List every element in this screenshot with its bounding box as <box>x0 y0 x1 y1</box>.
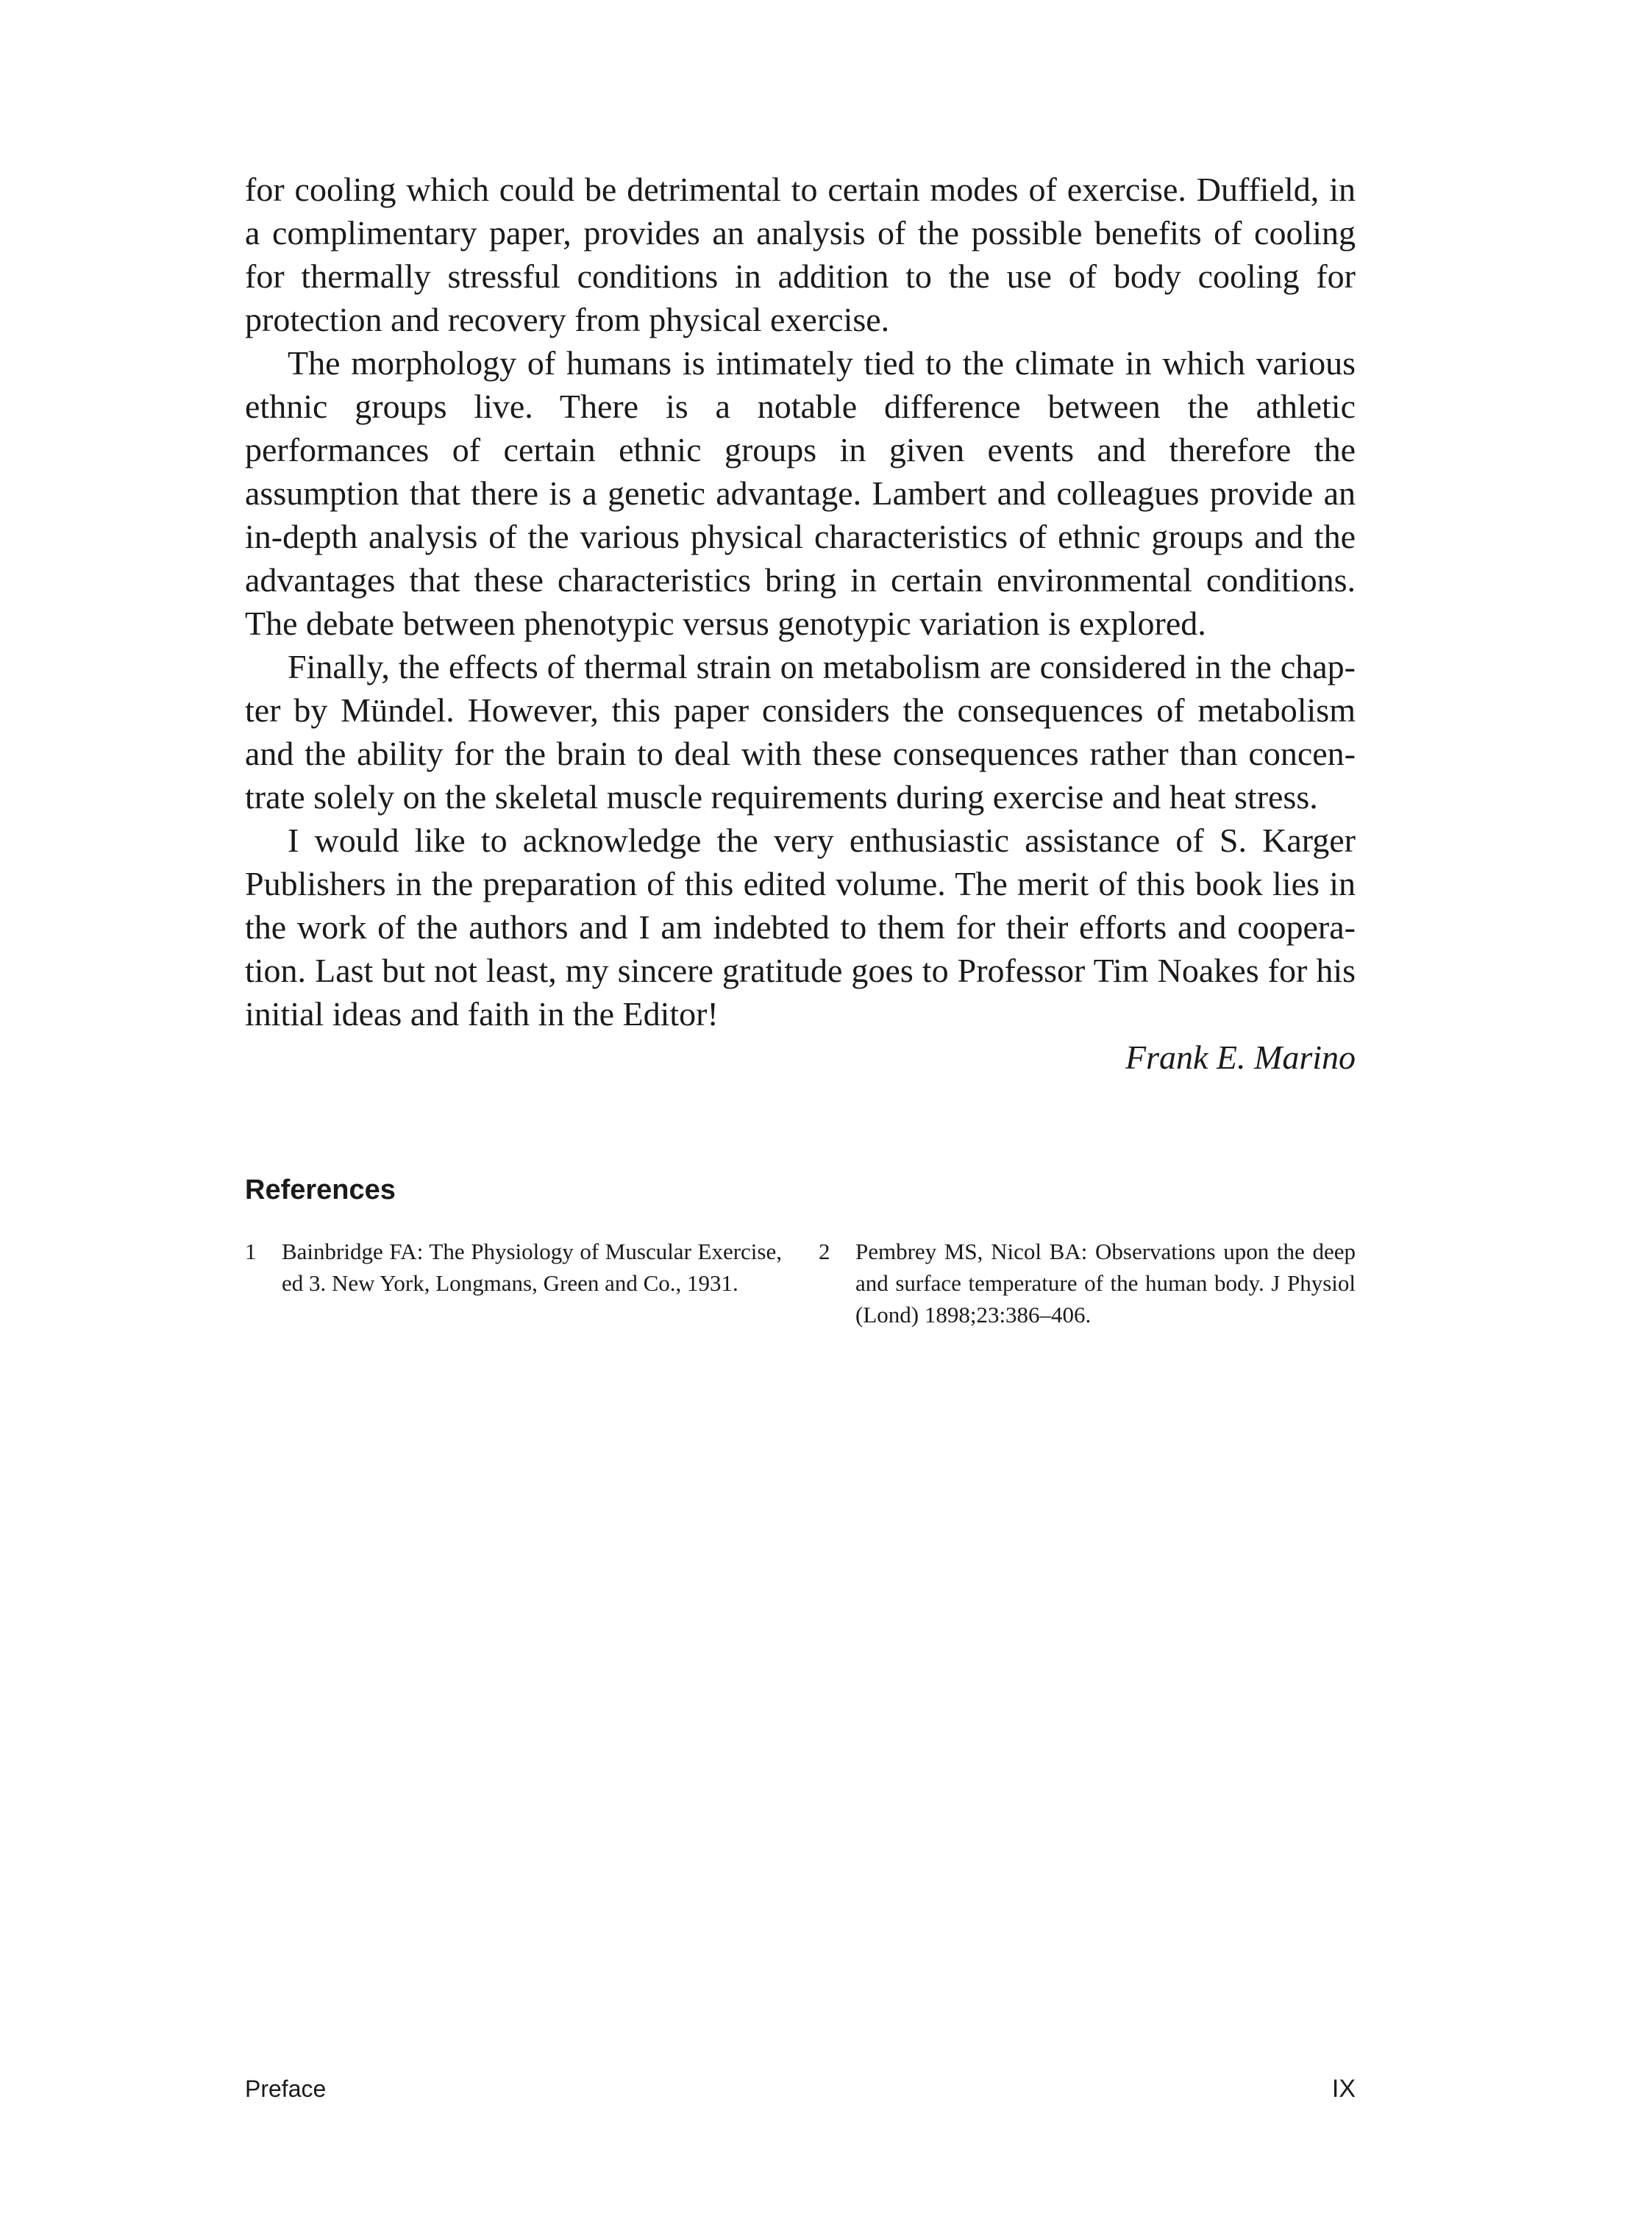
references-list <box>245 1236 1356 1330</box>
footer-section-title: Preface <box>245 2076 327 2102</box>
paragraph-4: I would like to acknowledge the very enthusiastic assistance of S. Karger Publishers in the preparation of this edited volume. The merit of this book lies in the work of the authors and I am indebted to them for their efforts and cooperation. Last but not least, my sincere gratitude goes to Professor Tim Noakes for his initial ideas and faith in the Editor! <box>245 822 1356 1033</box>
paragraph-3: Finally, the effects of thermal strain on metabolism are considered in the chapter by Mündel. However, this paper considers the consequences of metabolism and the ability for the brain to deal with these consequences rather than concentrate solely on the skeletal muscle requirements during exercise and heat stress. <box>245 648 1356 816</box>
references-heading: References <box>245 1175 396 1205</box>
reference-item <box>245 1236 782 1330</box>
reference-text: Bainbridge FA: The Physiology of Muscular Exercise, ed 3. New York, Longmans, Green and Co., 1931. <box>282 1239 782 1296</box>
body-text <box>245 168 1356 1079</box>
page-number: IX <box>1331 2075 1356 2103</box>
reference-number: 2 <box>819 1239 830 1264</box>
paragraph-1: for cooling which could be detrimental to certain modes of exercise. Duffield, in a complimentary paper, provides an analysis of the possible benefits of cooling for thermally stressful conditions in addition to the use of body cooling for protection and recovery from physical exercise. <box>245 171 1356 338</box>
reference-text: Pembrey MS, Nicol BA: Observations upon the deep and surface temperature of the human body. J Physiol (Lond) 1898;23:386–406. <box>855 1239 1356 1328</box>
reference-number: 1 <box>245 1239 257 1264</box>
author-signature: Frank E. Marino <box>1125 1038 1356 1076</box>
paragraph-2: The morphology of humans is intimately tied to the climate in which various ethnic groups live. There is a notable difference between the athletic performances of certain ethnic groups in given events and therefore the assumption that there is a genetic advantage. Lambert and colleagues provide an in-depth analysis of the various physical characteristics of ethnic groups and the advantages that these characteristics bring in certain environmental conditions. The debate between phenotypic versus genotypic variation is explored. <box>245 344 1356 642</box>
reference-item <box>819 1236 1356 1330</box>
